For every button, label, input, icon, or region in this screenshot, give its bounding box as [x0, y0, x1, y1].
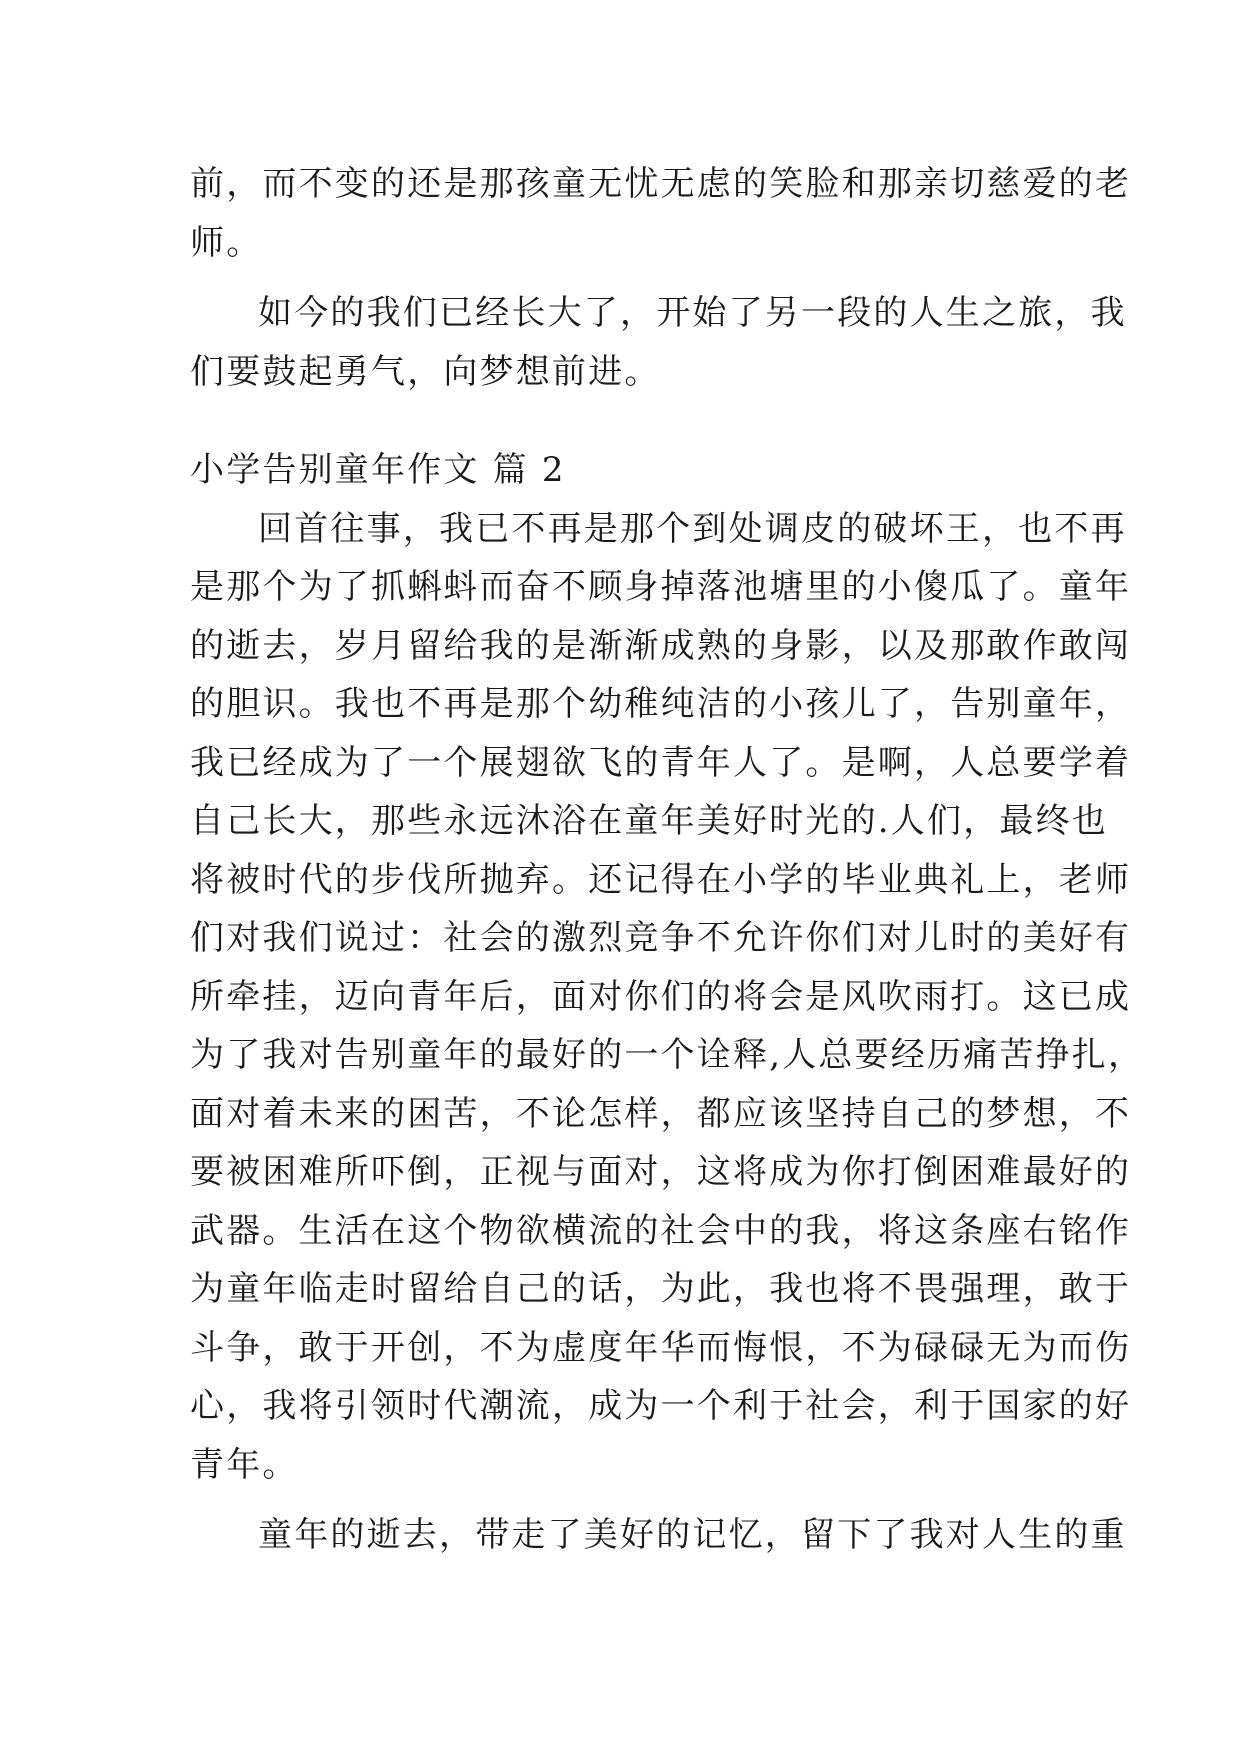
section-title: 小学告别童年作文 篇 2	[190, 450, 566, 490]
text-line: 自己长大，那些永远沐浴在童年美好时光的.人们，最终也	[190, 801, 1109, 841]
text-line: 的逝去，岁月留给我的是渐渐成熟的身影，以及那敢作敢闯	[190, 625, 1132, 666]
text-line: 们要鼓起勇气，向梦想前进。	[190, 351, 661, 392]
text-line: 斗争，敢于开创，不为虚度年华而悔恨，不为碌碌无为而伤	[190, 1327, 1132, 1368]
text-line: 要被困难所吓倒，正视与面对，这将成为你打倒困难最好的	[190, 1152, 1132, 1192]
text-line: 所牵挂，迈向青年后，面对你们的将会是风吹雨打。这已成	[190, 976, 1132, 1017]
text-line: 将被时代的步伐所抛弃。还记得在小学的毕业典礼上，老师	[190, 859, 1132, 900]
text-line: 为童年临走时留给自己的话，为此，我也将不畏强理，敢于	[190, 1269, 1132, 1309]
paragraph-2	[190, 284, 1127, 401]
text-line: 师。	[190, 222, 263, 263]
text-line: 武器。生活在这个物欲横流的社会中的我，将这条座右铭作	[190, 1210, 1132, 1251]
paragraph-3	[190, 500, 1145, 1495]
paragraph-1	[190, 155, 1132, 272]
text-line: 是那个为了抓蝌蚪而奋不顾身掉落池塘里的小傻瓜了。童年	[190, 567, 1132, 607]
text-line: 们对我们说过：社会的激烈竞争不允许你们对儿时的美好有	[190, 918, 1132, 958]
paragraph-4	[190, 1506, 1127, 1565]
text-line: 青年。	[190, 1444, 299, 1485]
text-line: 的胆识。我也不再是那个幼稚纯洁的小孩儿了，告别童年，	[190, 684, 1132, 724]
text-line: 如今的我们已经长大了，开始了另一段的人生之旅，我	[258, 293, 1127, 333]
document-body	[190, 155, 1145, 1565]
text-line: 为了我对告别童年的最好的一个诠释,人总要经历痛苦挣扎，	[190, 1035, 1145, 1075]
text-line: 童年的逝去，带走了美好的记忆，留下了我对人生的重	[258, 1515, 1127, 1555]
text-line: 面对着未来的困苦，不论怎样，都应该坚持自己的梦想，不	[190, 1093, 1132, 1134]
text-line: 前，而不变的还是那孩童无忧无虑的笑脸和那亲切慈爱的老	[190, 164, 1132, 204]
text-line: 我已经成为了一个展翅欲飞的青年人了。是啊，人总要学着	[190, 742, 1132, 783]
text-line: 回首往事，我已不再是那个到处调皮的破坏王，也不再	[258, 508, 1127, 549]
text-line: 心，我将引领时代潮流，成为一个利于社会，利于国家的好	[190, 1386, 1132, 1426]
